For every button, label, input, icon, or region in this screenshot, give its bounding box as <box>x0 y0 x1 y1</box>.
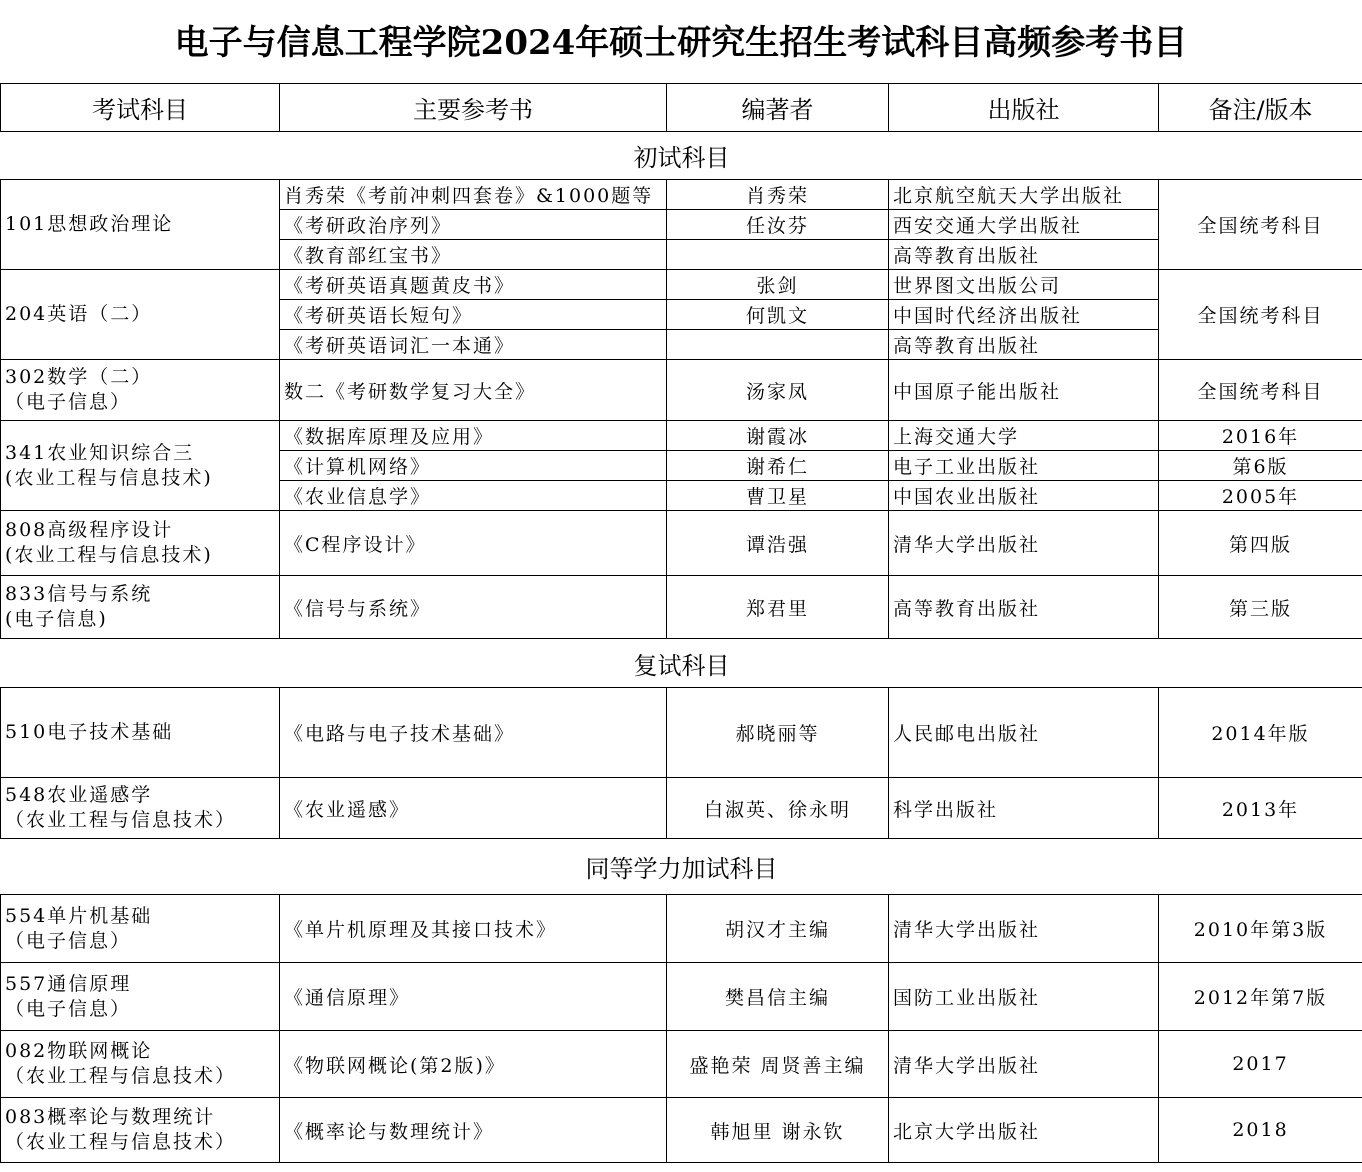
publisher-cell: 高等教育出版社 <box>889 576 1159 639</box>
note-cell: 2016年 <box>1159 421 1362 451</box>
subject-cell: 101思想政治理论 <box>1 180 280 270</box>
note-cell: 全国统考科目 <box>1159 360 1362 421</box>
table-row <box>1 511 1362 576</box>
section-row <box>1 639 1362 688</box>
reference-table <box>0 83 1362 1163</box>
author-cell: 韩旭里 谢永钦 <box>667 1098 889 1163</box>
note-cell: 2018 <box>1159 1098 1362 1163</box>
author-cell: 曹卫星 <box>667 481 889 511</box>
publisher-cell: 西安交通大学出版社 <box>889 210 1159 240</box>
subject-direction: (电子信息) <box>5 608 108 630</box>
note-cell: 第四版 <box>1159 511 1362 576</box>
publisher-cell: 北京航空航天大学出版社 <box>889 180 1159 210</box>
table-row <box>1 895 1362 963</box>
publisher-cell: 清华大学出版社 <box>889 895 1159 963</box>
note-cell: 2010年第3版 <box>1159 895 1362 963</box>
author-cell: 肖秀荣 <box>667 180 889 210</box>
page-title: 电子与信息工程学院2024年硕士研究生招生考试科目高频参考书目 <box>174 22 1188 63</box>
author-cell: 汤家凤 <box>667 360 889 421</box>
publisher-cell: 中国原子能出版社 <box>889 360 1159 421</box>
book-cell: 《C程序设计》 <box>280 511 667 576</box>
author-cell: 郑君里 <box>667 576 889 639</box>
subject-cell <box>1 1031 280 1098</box>
subject-direction: （农业工程与信息技术） <box>5 1065 237 1087</box>
author-cell: 任汝芬 <box>667 210 889 240</box>
subject-direction: （电子信息） <box>5 391 132 413</box>
book-cell: 《电路与电子技术基础》 <box>280 688 667 778</box>
note-cell: 全国统考科目 <box>1159 180 1362 270</box>
book-cell: 《教育部红宝书》 <box>280 240 667 270</box>
table-row <box>1 963 1362 1031</box>
subject-direction: （电子信息） <box>5 929 132 952</box>
publisher-cell: 中国时代经济出版社 <box>889 300 1159 330</box>
subject-direction: (农业工程与信息技术) <box>5 544 213 566</box>
book-cell: 《单片机原理及其接口技术》 <box>280 895 667 963</box>
section-row <box>1 132 1362 180</box>
book-cell: 《考研英语词汇一本通》 <box>280 330 667 360</box>
publisher-cell: 人民邮电出版社 <box>889 688 1159 778</box>
book-cell: 《通信原理》 <box>280 963 667 1031</box>
subject-direction: （农业工程与信息技术） <box>5 1131 237 1153</box>
publisher-cell: 北京大学出版社 <box>889 1098 1159 1163</box>
note-cell: 全国统考科目 <box>1159 270 1362 360</box>
publisher-cell: 清华大学出版社 <box>889 511 1159 576</box>
subject-cell <box>1 688 280 778</box>
table-row <box>1 1098 1362 1163</box>
section-retest: 复试科目 <box>1 639 1362 688</box>
publisher-cell: 世界图文出版公司 <box>889 270 1159 300</box>
subject-cell <box>1 576 280 639</box>
subject-cell: 204英语（二） <box>1 270 280 360</box>
header-publisher: 出版社 <box>889 84 1159 132</box>
book-cell: 《物联网概论(第2版)》 <box>280 1031 667 1098</box>
section-row <box>1 839 1362 895</box>
publisher-cell: 科学出版社 <box>889 778 1159 839</box>
table-row <box>1 576 1362 639</box>
book-cell: 《计算机网络》 <box>280 451 667 481</box>
note-cell: 第三版 <box>1159 576 1362 639</box>
header-note: 备注/版本 <box>1159 84 1362 132</box>
author-cell: 张剑 <box>667 270 889 300</box>
author-cell: 白淑英、徐永明 <box>667 778 889 839</box>
publisher-cell: 电子工业出版社 <box>889 451 1159 481</box>
note-cell: 2012年第7版 <box>1159 963 1362 1031</box>
subject-code-name: 554单片机基础 <box>5 904 153 927</box>
author-cell: 胡汉才主编 <box>667 895 889 963</box>
header-book: 主要参考书 <box>280 84 667 132</box>
note-cell: 2014年版 <box>1159 688 1362 778</box>
subject-cell <box>1 421 280 511</box>
subject-direction: （农业工程与信息技术） <box>5 809 237 831</box>
subject-code-name: 548农业遥感学 <box>5 784 153 806</box>
subject-code-name: 557通信原理 <box>5 972 132 995</box>
subject-cell <box>1 1098 280 1163</box>
table-row <box>1 778 1362 839</box>
book-cell: 《数据库原理及应用》 <box>280 421 667 451</box>
subject-code-name: 341农业知识综合三 <box>5 441 195 464</box>
subject-cell <box>1 511 280 576</box>
subject-cell <box>1 895 280 963</box>
subject-direction: (农业工程与信息技术) <box>5 466 213 489</box>
book-cell: 《考研英语真题黄皮书》 <box>280 270 667 300</box>
header-row <box>1 84 1362 132</box>
subject-code-name: 083概率论与数理统计 <box>5 1106 216 1128</box>
author-cell: 谢霞冰 <box>667 421 889 451</box>
author-cell <box>667 330 889 360</box>
book-cell: 《概率论与数理统计》 <box>280 1098 667 1163</box>
book-cell: 《考研英语长短句》 <box>280 300 667 330</box>
subject-direction: （电子信息） <box>5 997 132 1020</box>
subject-cell <box>1 963 280 1031</box>
table-row <box>1 360 1362 421</box>
book-cell: 《考研政治序列》 <box>280 210 667 240</box>
author-cell: 盛艳荣 周贤善主编 <box>667 1031 889 1098</box>
subject-cell <box>1 360 280 421</box>
header-author: 编著者 <box>667 84 889 132</box>
subject-code-name: 808高级程序设计 <box>5 519 174 541</box>
note-cell: 2013年 <box>1159 778 1362 839</box>
author-cell: 郝晓丽等 <box>667 688 889 778</box>
publisher-cell: 中国农业出版社 <box>889 481 1159 511</box>
book-cell: 《信号与系统》 <box>280 576 667 639</box>
table-row <box>1 688 1362 778</box>
book-cell: 肖秀荣《考前冲刺四套卷》&1000题等 <box>280 180 667 210</box>
publisher-cell: 国防工业出版社 <box>889 963 1159 1031</box>
table-row <box>1 180 1362 210</box>
author-cell: 谭浩强 <box>667 511 889 576</box>
subject-cell <box>1 778 280 839</box>
note-cell: 2017 <box>1159 1031 1362 1098</box>
book-cell: 《农业信息学》 <box>280 481 667 511</box>
note-cell: 第6版 <box>1159 451 1362 481</box>
table-row <box>1 270 1362 300</box>
book-cell: 数二《考研数学复习大全》 <box>280 360 667 421</box>
subject-code-name: 082物联网概论 <box>5 1040 153 1062</box>
book-cell: 《农业遥感》 <box>280 778 667 839</box>
author-cell: 谢希仁 <box>667 451 889 481</box>
table-row <box>1 1031 1362 1098</box>
header-subject: 考试科目 <box>1 84 280 132</box>
publisher-cell: 上海交通大学 <box>889 421 1159 451</box>
publisher-cell: 清华大学出版社 <box>889 1031 1159 1098</box>
author-cell: 何凯文 <box>667 300 889 330</box>
author-cell <box>667 240 889 270</box>
publisher-cell: 高等教育出版社 <box>889 330 1159 360</box>
subject-code-name: 302数学（二） <box>5 366 153 388</box>
note-cell: 2005年 <box>1159 481 1362 511</box>
table-row <box>1 421 1362 451</box>
author-cell: 樊昌信主编 <box>667 963 889 1031</box>
section-equivalent: 同等学力加试科目 <box>1 839 1362 895</box>
section-initial: 初试科目 <box>1 132 1362 180</box>
subject-code-name: 510电子技术基础 <box>5 721 174 743</box>
subject-code-name: 833信号与系统 <box>5 583 153 605</box>
publisher-cell: 高等教育出版社 <box>889 240 1159 270</box>
